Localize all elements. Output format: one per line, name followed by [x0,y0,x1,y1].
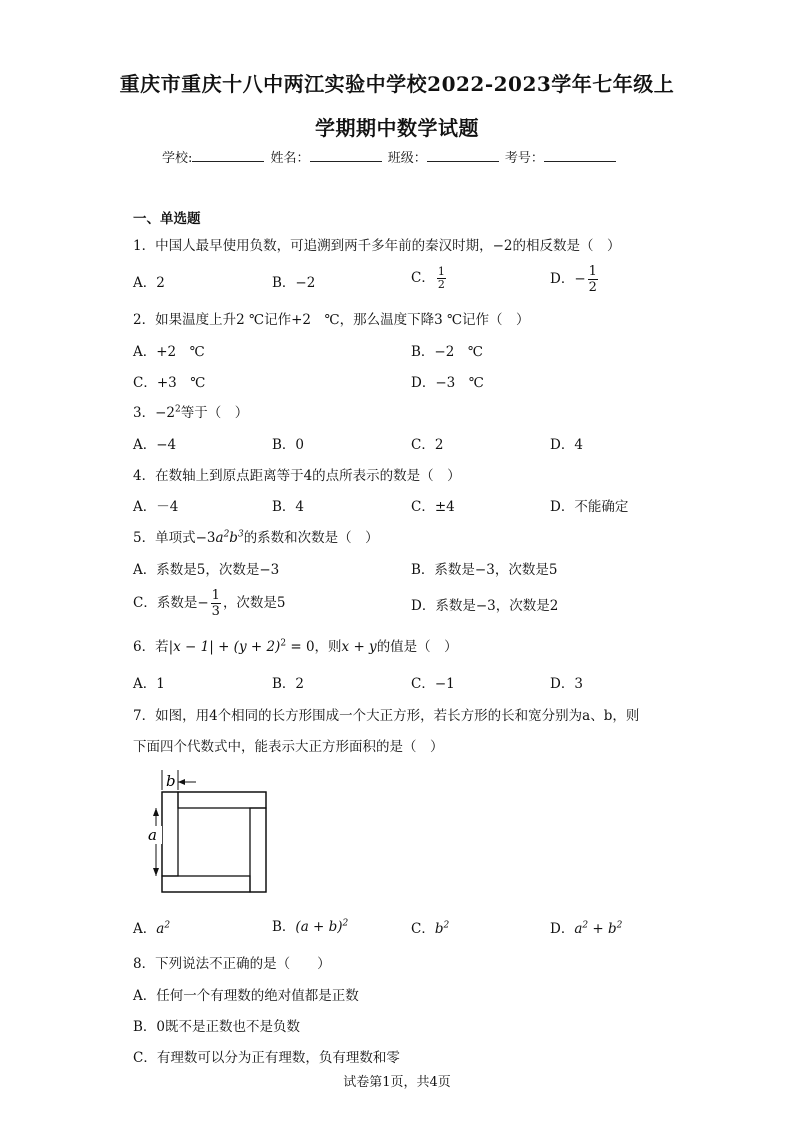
q2-option-b[interactable]: B．−2 ℃ [411,344,483,360]
exam-number-label: 考号： [504,151,544,166]
a-arrowhead-bottom [153,868,159,876]
question-3-stem [133,401,248,421]
name-label: 姓名： [270,151,310,166]
section-heading: 一、单选题 [133,211,201,227]
exam-title-line2: 学期期中数学试题 [315,116,479,140]
class-blank[interactable] [427,149,499,162]
fraction-one-half: $\frac{1}{2}$ [588,264,597,295]
question-7-stem-line1: 7．如图，用4个相同的长方形围成一个大正方形，若长方形的长和宽分别为a、b，则 [133,708,640,724]
q7-option-a-label: A． [133,921,157,937]
q7-option-b-label: B． [272,919,296,935]
q5-stem-post: 的系数和次数是（ ） [243,530,379,546]
bottom-rectangle [162,876,250,892]
q1-option-d-label: D．− [550,271,586,287]
q6-expression: |x − 1| + (y + 2) [168,639,281,655]
q4-option-c[interactable]: C．±4 [411,499,455,515]
top-rectangle [178,792,266,808]
school-label: 学校: [162,151,193,166]
q4-option-b[interactable]: B．4 [272,499,305,515]
expr-b-squared: $b^2$ [434,920,450,937]
rectangles-square-figure [138,768,278,898]
q2-option-a[interactable]: A．+2 ℃ [133,344,205,360]
expr-a-squared: $a^2$ [156,920,171,937]
q7-option-c[interactable] [411,917,449,937]
q5-option-a[interactable]: A．系数是5，次数是−3 [133,562,280,578]
student-info-fields [162,147,618,166]
q3-exponent: 2 [175,404,181,415]
q3-stem-post: 等于（ ） [180,405,249,421]
class-label: 班级： [387,151,427,166]
q1-option-b[interactable]: B．−2 [272,275,316,291]
label-b: b [166,772,176,790]
q7-option-d[interactable] [550,917,622,937]
q5-stem-pre: 5．单项式−3 [133,530,216,546]
page-footer: 试卷第1页，共4页 [343,1075,451,1090]
q6-option-a[interactable]: A．1 [133,676,165,692]
q4-option-a[interactable]: A．－4 [133,499,179,515]
q3-option-c[interactable]: C．2 [411,437,444,453]
q1-option-d[interactable] [550,264,600,295]
q8-option-a[interactable]: A．任何一个有理数的绝对值都是正数 [133,988,359,1004]
q5-option-c[interactable] [133,588,286,619]
monomial-vars: $a^2b^3$ [215,529,244,546]
right-rectangle [250,808,266,892]
q8-option-b[interactable]: B．0既不是正数也不是负数 [133,1019,301,1035]
q6-option-b[interactable]: B．2 [272,676,305,692]
left-rectangle [162,792,178,876]
q7-option-a[interactable] [133,917,170,937]
q6-variable-sum: x + y [341,639,377,655]
exam-title-line1: 重庆市重庆十八中两江实验中学校2022-2023学年七年级上 [119,72,675,96]
q6-option-d[interactable]: D．3 [550,676,583,692]
question-1-stem: 1．中国人最早使用负数，可追溯到两千多年前的秦汉时期，−2的相反数是（ ） [133,238,621,254]
q5-option-d[interactable]: D．系数是−3，次数是2 [411,598,559,614]
q2-option-d[interactable]: D．−3 ℃ [411,375,484,391]
expr-a2-plus-b2: $a^2 + b^2$ [574,920,623,937]
q3-option-d[interactable]: D．4 [550,437,583,453]
q6-stem-pre: 6．若 [133,639,169,655]
q1-option-c-label: C． [411,270,435,286]
q4-option-d[interactable]: D．不能确定 [550,499,629,515]
q7-option-b[interactable] [272,915,348,935]
question-6-stem [133,635,458,655]
q3-option-b[interactable]: B．0 [272,437,305,453]
q3-option-a[interactable]: A．−4 [133,437,177,453]
q7-option-d-label: D． [550,921,575,937]
question-2-stem: 2．如果温度上升2 ℃记作+2 ℃，那么温度下降3 ℃记作（ ） [133,312,530,328]
expr-a-plus-b-squared: $(a + b)^2$ [295,918,349,935]
q6-stem-post: 的值是（ ） [376,639,458,655]
fraction-one-half: $\frac{1}{2}$ [437,265,445,291]
exam-number-blank[interactable] [544,149,616,162]
q6-stem-eq: = 0，则 [286,639,342,655]
q6-option-c[interactable]: C．−1 [411,676,455,692]
q8-option-c[interactable]: C．有理数可以分为正有理数，负有理数和零 [133,1050,400,1066]
q5-option-b[interactable]: B．系数是−3，次数是5 [411,562,558,578]
q2-option-c[interactable]: C．+3 ℃ [133,375,206,391]
fraction-one-third: $\frac{1}{3}$ [211,588,220,619]
label-a: a [148,826,157,844]
q5-option-c-post: ，次数是5 [222,595,286,611]
q1-option-a[interactable]: A．2 [133,275,165,291]
question-5-stem [133,526,379,546]
b-arrowhead [178,779,185,785]
a-arrowhead-top [153,808,159,816]
q3-stem-pre: 3．−2 [133,405,175,421]
name-blank[interactable] [310,149,382,162]
question-4-stem: 4．在数轴上到原点距离等于4的点所表示的数是（ ） [133,468,461,484]
school-blank[interactable] [192,149,264,162]
q5-option-c-pre: C．系数是− [133,595,209,611]
q7-option-c-label: C． [411,921,435,937]
question-7-stem-line2: 下面四个代数式中，能表示大正方形面积的是（ ） [133,739,444,755]
q6-exponent: 2 [280,638,287,649]
q1-option-c[interactable] [411,266,448,291]
question-8-stem: 8．下列说法不正确的是（ ） [133,956,331,972]
